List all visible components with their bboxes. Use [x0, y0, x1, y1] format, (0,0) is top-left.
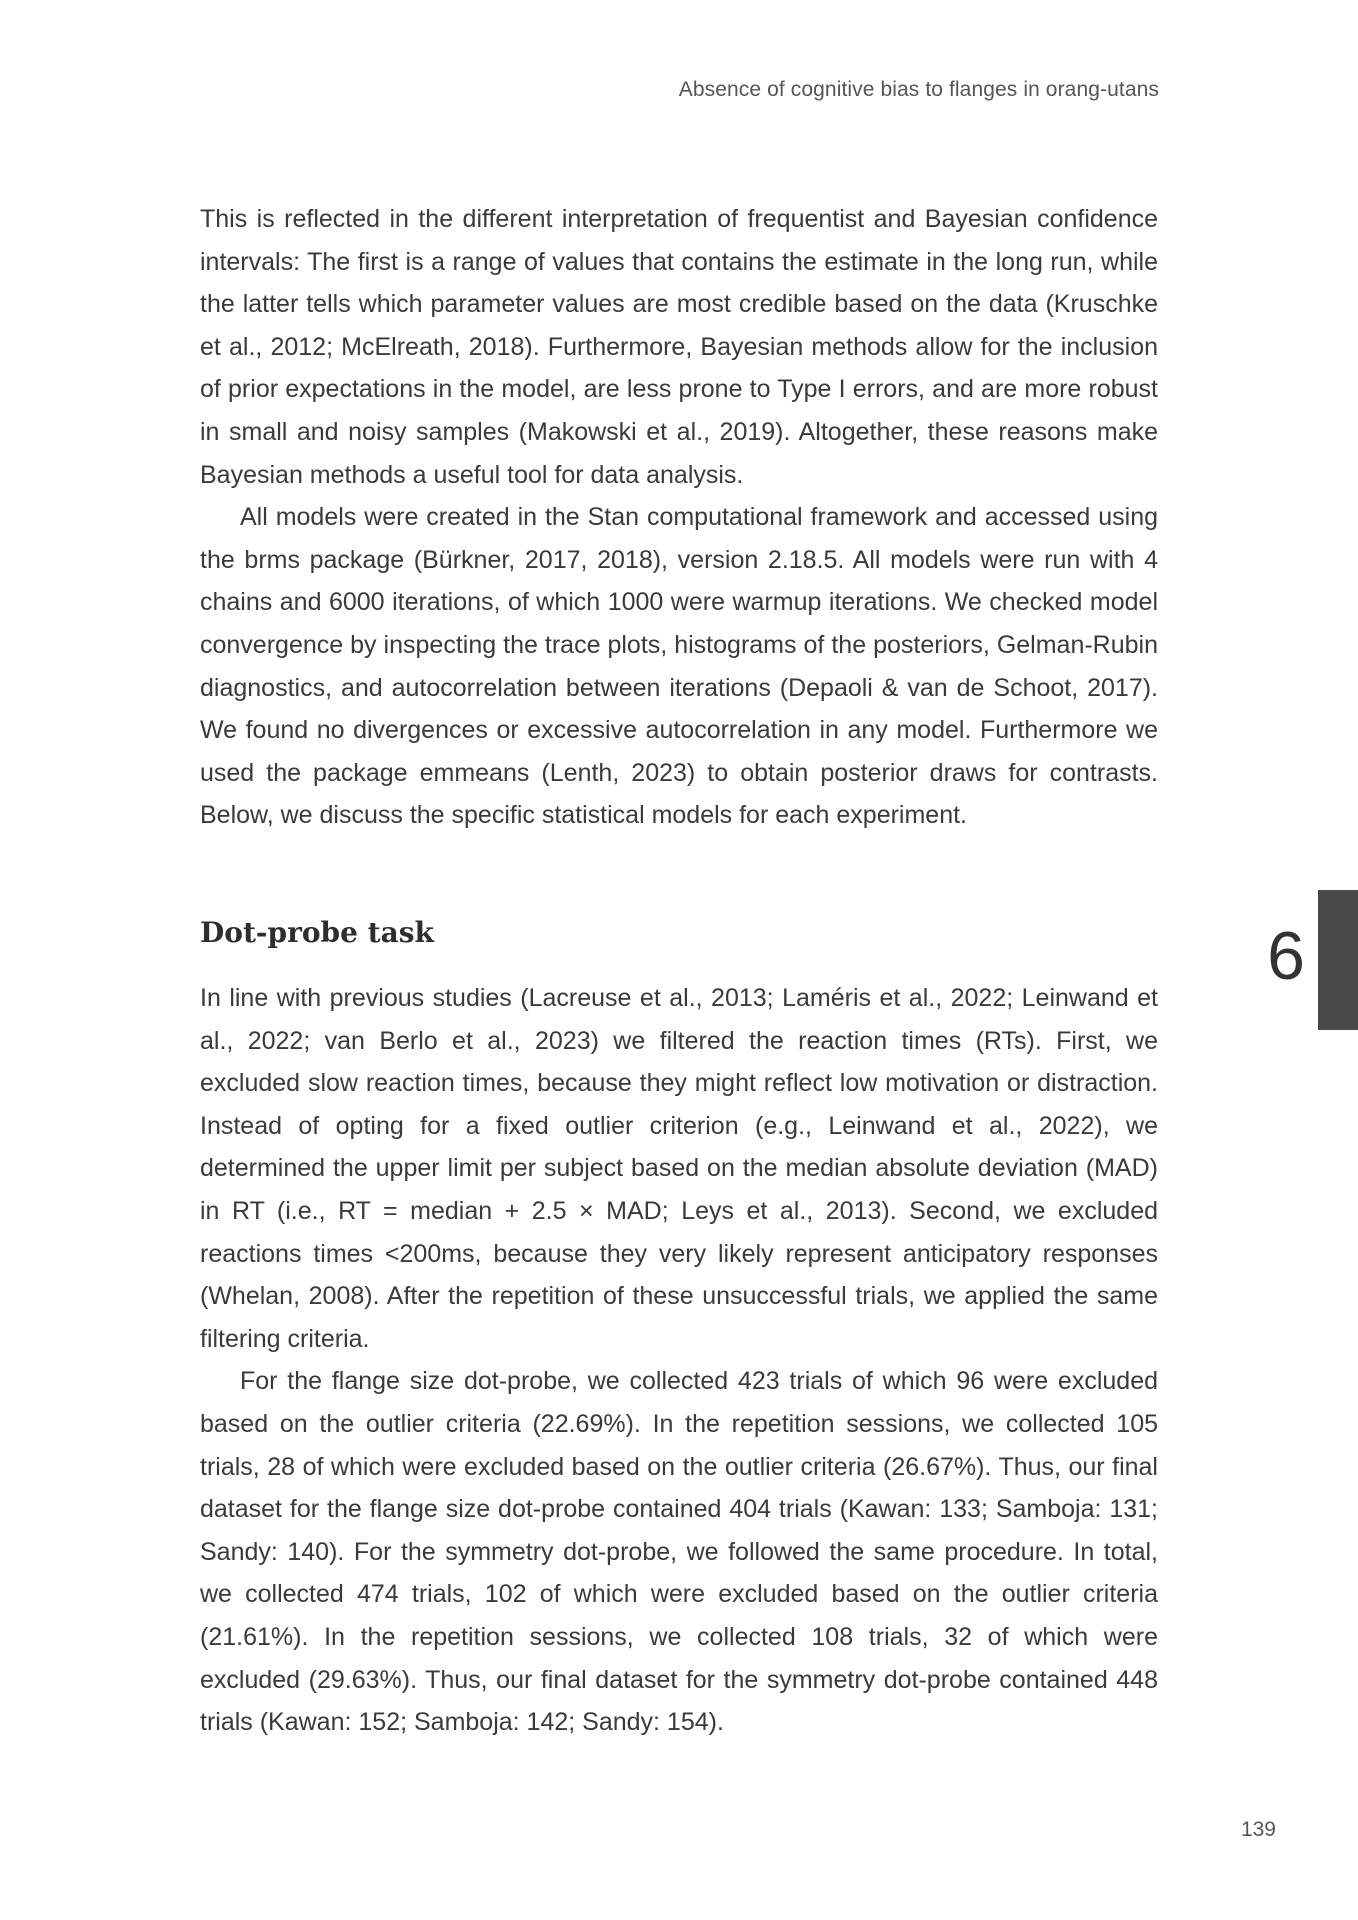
- body-text-upper: [200, 198, 1158, 837]
- page-number: 139: [1240, 1818, 1276, 1841]
- body-text-dot-probe: [200, 977, 1158, 1744]
- section-heading: Dot-probe task: [200, 916, 434, 949]
- running-header: Absence of cognitive bias to flanges in orang-utans: [678, 78, 1159, 101]
- body-paragraph-rt-filtering: In line with previous studies (Lacreuse et al., 2013; Laméris et al., 2022; Leinwand et al., 2022; van Berlo et al., 2023) we filtered the reaction times (RTs). First, we excluded slow reaction times, because they might reflect low motivation or distraction. Instead of opting for a fixed outlier criterion (e.g., Leinwand et al., 2022), we determined the upper limit per subject based on the median absolute deviation (MAD) in RT (i.e., RT = median + 2.5 × MAD; Leys et al., 2013). Second, we excluded reactions times <200ms, because they very likely represent anticipatory responses (Whelan, 2008). After the repetition of these unsuccessful trials, we applied the same filtering criteria.: [200, 984, 1158, 1353]
- chapter-number: 6: [1267, 918, 1305, 994]
- body-paragraph-trial-counts: For the flange size dot-probe, we collected 423 trials of which 96 were excluded based on the outlier criteria (22.69%). In the repetition sessions, we collected 105 trials, 28 of which were excluded based on the outlier criteria (26.67%). Thus, our final dataset for the flange size dot-probe contained 404 trials (Kawan: 133; Samboja: 131; Sandy: 140). For the symmetry dot-probe, we followed the same procedure. In total, we collected 474 trials, 102 of which were excluded based on the outlier criteria (21.61%). In the repetition sessions, we collected 108 trials, 32 of which were excluded (29.63%). Thus, our final dataset for the symmetry dot-probe contained 448 trials (Kawan: 152; Samboja: 142; Sandy: 154).: [200, 1367, 1158, 1737]
- body-paragraph-bayesian-rationale: This is reflected in the different interpretation of frequentist and Bayesian confidence intervals: The first is a range of values that contains the estimate in the long run, while the latter tells which parameter values are most credible based on the data (Kruschke et al., 2012; McElreath, 2018). Furthermore, Bayesian methods allow for the inclusion of prior expectations in the model, are less prone to Type I errors, and are more robust in small and noisy samples (Makowski et al., 2019). Altogether, these reasons make Bayesian methods a useful tool for data analysis.: [200, 205, 1158, 489]
- chapter-thumb-tab: [1318, 890, 1358, 1030]
- body-paragraph-model-setup: All models were created in the Stan computational framework and accessed using the brms package (Bürkner, 2017, 2018), version 2.18.5. All models were run with 4 chains and 6000 iterations, of which 1000 were warmup iterations. We checked model convergence by inspecting the trace plots, histograms of the posteriors, Gelman-Rubin diagnostics, and autocorrelation between iterations (Depaoli & van de Schoot, 2017). We found no divergences or excessive autocorrelation in any model. Furthermore we used the package emmeans (Lenth, 2023) to obtain posterior draws for contrasts. Below, we discuss the specific statistical models for each experiment.: [200, 503, 1158, 830]
